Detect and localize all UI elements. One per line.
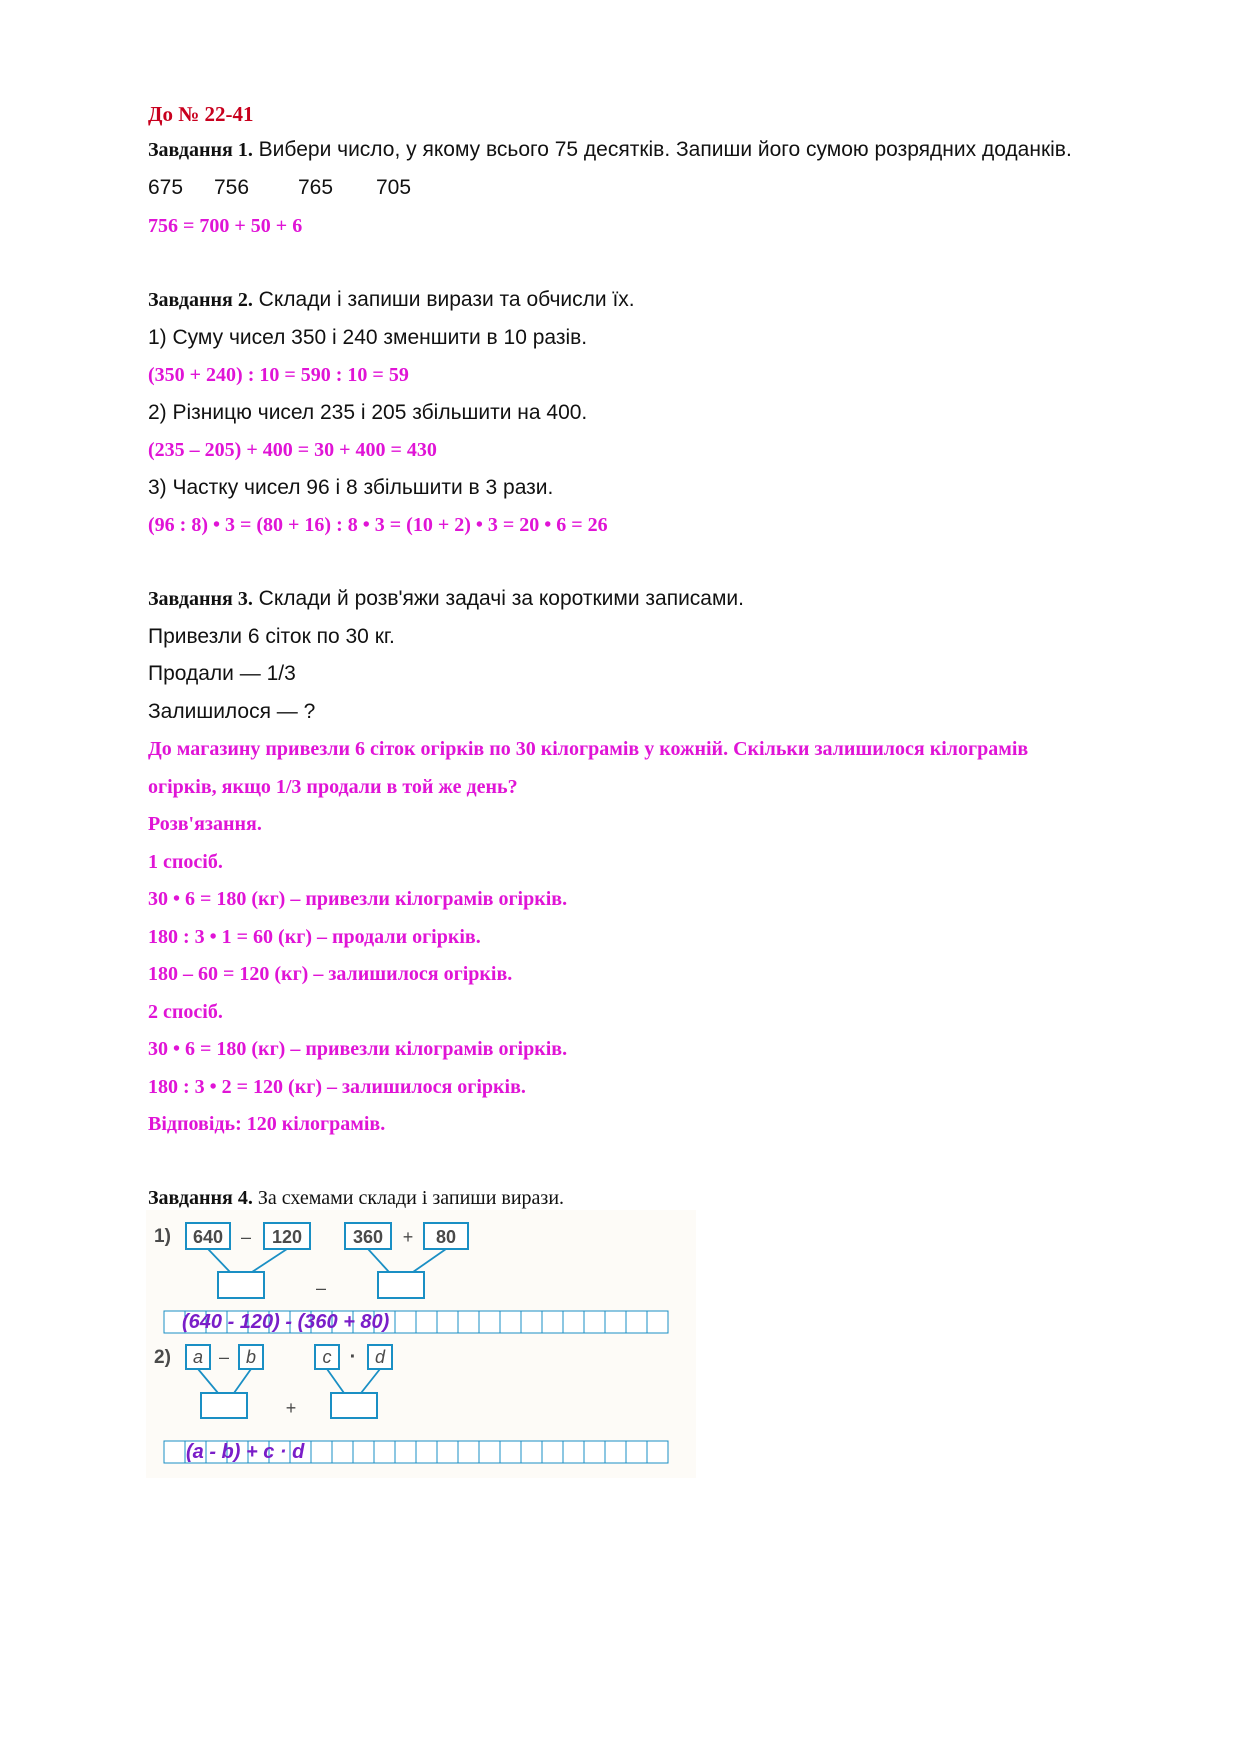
task1-statement (148, 136, 1072, 164)
scheme2-op1: – (218, 1347, 230, 1367)
task3-way2-step-2: 180 : 3 • 2 = 120 (кг) – залишилося огірків. (148, 1076, 526, 1098)
task4-label: Завдання 4. (148, 1187, 253, 1209)
task3-way2-step-1: 30 • 6 = 180 (кг) – привезли кілограмів огірків. (148, 1038, 568, 1060)
scheme1-op2: + (402, 1227, 414, 1247)
task3-short-1: Привезли 6 сіток по 30 кг. (148, 625, 395, 648)
grid-cell (563, 1311, 584, 1333)
section-header: До № 22-41 (148, 102, 254, 126)
grid-cell (416, 1311, 437, 1333)
task3-problem-line-2: огірків, якщо 1/3 продали в той же день? (148, 776, 518, 798)
grid-cell (353, 1441, 374, 1463)
number-option: 675 (148, 176, 184, 199)
task3-way1-step-1: 30 • 6 = 180 (кг) – привезли кілограмів огірків. (148, 888, 568, 910)
task2-answer-1: (350 + 240) : 10 = 590 : 10 = 59 (148, 364, 409, 386)
grid-cell (542, 1441, 563, 1463)
task3-short-2: Продали — 1/3 (148, 662, 296, 685)
grid-cell (584, 1311, 605, 1333)
task2-question-3: 3) Частку чисел 96 і 8 збільшити в 3 рази. (148, 476, 554, 499)
grid-cell (374, 1441, 395, 1463)
scheme2-value-c: c (322, 1347, 332, 1367)
grid-cell (437, 1311, 458, 1333)
grid-cell (647, 1311, 668, 1333)
task2-question-1: 1) Суму чисел 350 і 240 зменшити в 10 разів. (148, 326, 588, 349)
scheme1-result-box-left (218, 1272, 264, 1298)
scheme2-connector-right (327, 1369, 380, 1393)
grid-cell (458, 1441, 479, 1463)
task2-text: Склади і запиши вирази та обчисли їх. (252, 288, 635, 311)
task4-statement (148, 1184, 564, 1212)
grid-cell (626, 1441, 647, 1463)
scheme1-value-c: 360 (352, 1227, 384, 1247)
grid-cell (311, 1441, 332, 1463)
grid-cell (605, 1311, 626, 1333)
grid-cell (164, 1441, 185, 1463)
grid-cell (395, 1441, 416, 1463)
task3-solution-title: Розв'язання. (148, 813, 262, 835)
scheme1-middle-op: – (315, 1278, 327, 1298)
task3-text: Склади й розв'яжи задачі за короткими записами. (252, 587, 744, 610)
scheme1-connector-right (368, 1249, 446, 1272)
task3-way1-step-2: 180 : 3 • 1 = 60 (кг) – продали огірків. (148, 926, 481, 948)
scheme1-value-a: 640 (192, 1227, 224, 1247)
grid-cell (647, 1441, 668, 1463)
grid-cell (584, 1441, 605, 1463)
task3-problem-line-1: До магазину привезли 6 сіток огірків по 30 кілограмів у кожній. Скільки залишилося кілограмів (148, 738, 1029, 760)
task3-way2-title: 2 спосіб. (148, 1001, 223, 1023)
scheme1-value-d: 80 (435, 1227, 457, 1247)
grid-cell (605, 1441, 626, 1463)
scheme1-connector-left (208, 1249, 287, 1272)
task3-statement (148, 585, 744, 613)
scheme2-answer: (a - b) + c · d (186, 1441, 305, 1463)
grid-cell (395, 1311, 416, 1333)
number-option: 705 (376, 176, 412, 199)
grid-cell (542, 1311, 563, 1333)
scheme2-connector-left (198, 1369, 251, 1393)
scheme1-answer: (640 - 120) - (360 + 80) (182, 1311, 390, 1333)
grid-cell (521, 1441, 542, 1463)
scheme2-result-box-right (331, 1393, 377, 1418)
scheme1-value-b: 120 (271, 1227, 303, 1247)
task2-statement (148, 286, 635, 314)
task1-numbers (148, 174, 411, 202)
scheme2-value-b: b (245, 1347, 257, 1367)
task4-text: За схемами склади і запиши вирази. (252, 1187, 565, 1209)
grid-cell (479, 1441, 500, 1463)
task2-answer-3: (96 : 8) • 3 = (80 + 16) : 8 • 3 = (10 + 2) • 3 = 20 • 6 = 26 (148, 514, 608, 536)
grid-cell (332, 1441, 353, 1463)
grid-cell (563, 1441, 584, 1463)
scheme2-number: 2) (154, 1347, 171, 1368)
task1-text: Вибери число, у якому всього 75 десятків. Запиши його сумою розрядних доданків. (252, 138, 1072, 161)
number-option: 765 (298, 176, 334, 199)
scheme2-value-a: a (192, 1347, 204, 1367)
grid-cell (416, 1441, 437, 1463)
grid-cell (500, 1311, 521, 1333)
scheme-drawing (146, 1210, 696, 1478)
scheme2-middle-op: + (285, 1398, 297, 1418)
grid-cell (500, 1441, 521, 1463)
task1-answer: 756 = 700 + 50 + 6 (148, 215, 303, 237)
scheme1-number: 1) (154, 1226, 171, 1247)
scheme2-op2: · (349, 1346, 357, 1368)
task3-short-3: Залишилося — ? (148, 700, 316, 723)
scheme1-op1: – (240, 1227, 252, 1247)
task3-way1-step-3: 180 – 60 = 120 (кг) – залишилося огірків. (148, 963, 513, 985)
task2-label: Завдання 2. (148, 289, 253, 311)
scheme2-value-d: d (374, 1347, 386, 1367)
scheme1-result-box-right (378, 1272, 424, 1298)
task3-answer: Відповідь: 120 кілограмів. (148, 1113, 386, 1135)
scheme2-result-box-left (201, 1393, 247, 1418)
task2-question-2: 2) Різницю чисел 235 і 205 збільшити на 400. (148, 401, 588, 424)
expression-scheme-image (146, 1210, 696, 1478)
number-option: 756 (214, 176, 250, 199)
grid-cell (437, 1441, 458, 1463)
task2-answer-2: (235 – 205) + 400 = 30 + 400 = 430 (148, 439, 437, 461)
task1-label: Завдання 1. (148, 139, 253, 161)
grid-cell (521, 1311, 542, 1333)
grid-cell (479, 1311, 500, 1333)
grid-cell (626, 1311, 647, 1333)
grid-cell (458, 1311, 479, 1333)
task3-way1-title: 1 спосіб. (148, 851, 223, 873)
task3-label: Завдання 3. (148, 588, 253, 610)
